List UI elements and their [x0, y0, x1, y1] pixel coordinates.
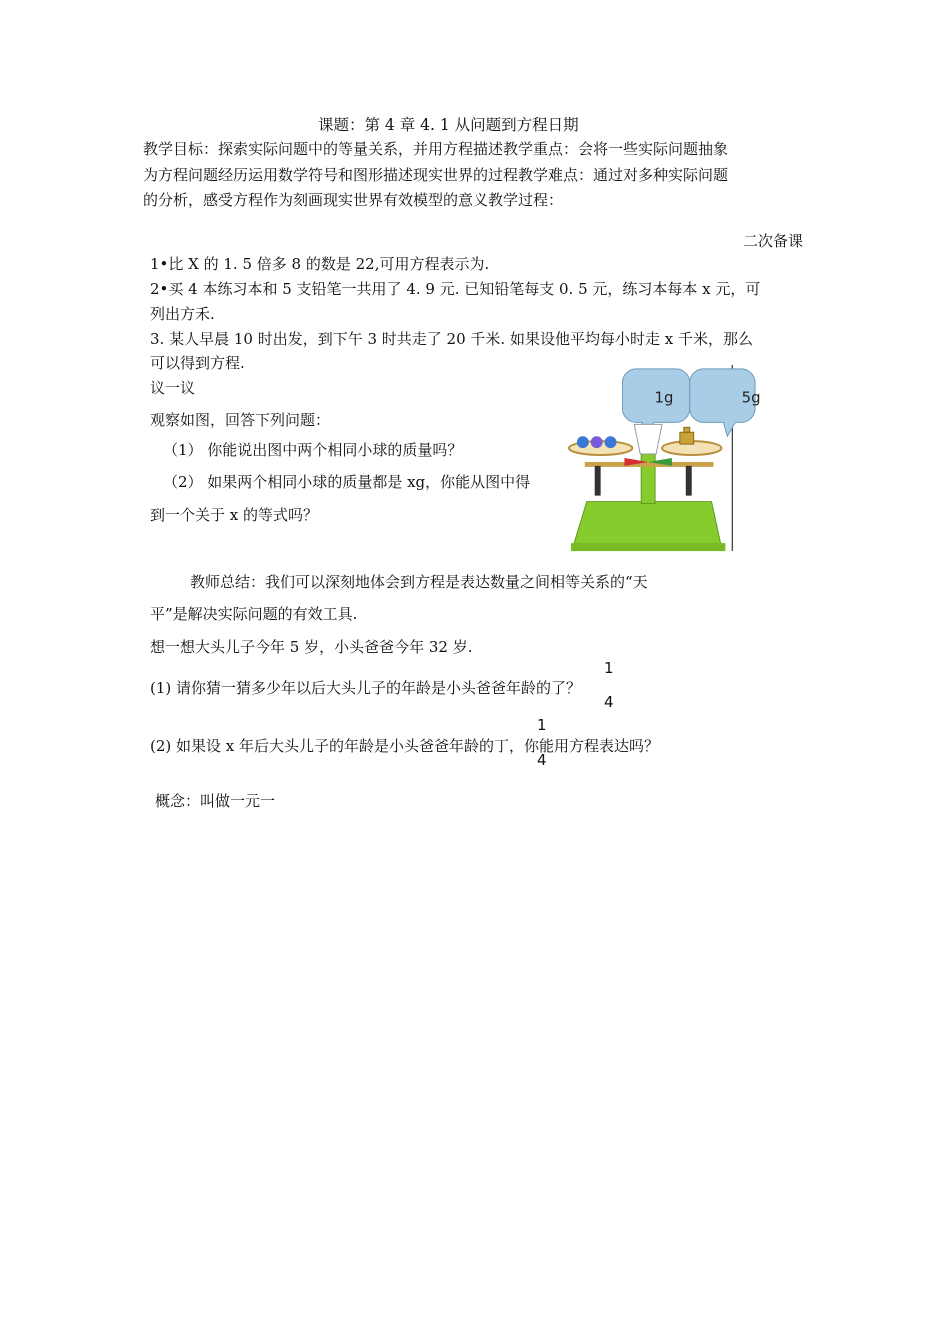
think-intro: 想一想大头儿子今年 5 岁，小头爸爸今年 32 岁. [150, 638, 473, 656]
discuss-q2-line2: 到一个关于 x 的等式吗？ [150, 506, 318, 524]
goals-line-1: 教学目标：探索实际问题中的等量关系，并用方程描述教学重点：会将一些实际问题抽象 [143, 140, 729, 158]
scale-base [573, 502, 722, 548]
goals-line-2: 为方程问题经历运用数学符号和图形描述现实世界的过程教学难点：通过对多种实际问题 [143, 166, 729, 184]
warmup-q3-line2: 可以得到方程. [150, 354, 245, 372]
scale-foot [571, 543, 725, 551]
goals-line-3: 的分析，感受方程作为刻画现实世界有效模型的意义教学过程： [143, 191, 564, 209]
warmup-q1: 1•比 X 的 1. 5 倍多 8 的数是 22,可用方程表示为. [150, 255, 490, 273]
ball-3 [605, 436, 617, 448]
think-question-1: (1) 请你猜一猜多少年以后大头儿子的年龄是小头爸爸年龄的了？ [150, 679, 582, 697]
discuss-heading: 议一议 [150, 379, 196, 397]
discuss-q2-line1: （2） 如果两个相同小球的质量都是 xg，你能从图中得 [163, 473, 531, 491]
fraction-2-denominator: 4 [537, 751, 547, 769]
ball-2 [591, 436, 603, 448]
summary-line-1: 教师总结：我们可以深刻地体会到方程是表达数量之间相等关系的“天 [190, 573, 648, 591]
right-support [686, 466, 692, 496]
ball-1 [577, 436, 589, 448]
discuss-q1: （1） 你能说出图中两个相同小球的质量吗？ [163, 441, 463, 459]
fraction-2-numerator: 1 [537, 716, 547, 734]
concept-line: 概念：叫做一元一 [155, 792, 276, 810]
scale-dial [634, 424, 662, 454]
side-note: 二次备课 [743, 232, 804, 250]
bubble-left-label: 1g [654, 388, 674, 407]
fraction-1-numerator: 1 [604, 659, 614, 677]
summary-line-2: 平”是解决实际问题的有效工具. [150, 605, 358, 623]
speech-bubble-right [690, 369, 761, 436]
think-question-2: (2) 如果设 x 年后大头儿子的年龄是小头爸爸年龄的丁，你能用方程表达吗？ [150, 737, 660, 755]
lesson-title: 课题：第 4 章 4. 1 从问题到方程日期 [318, 116, 579, 134]
fraction-1-denominator: 4 [604, 693, 614, 711]
warmup-q3-line1: 3. 某人早晨 10 时出发，到下午 3 时共走了 20 千米. 如果设他平均每小时走 x 千米，那么 [150, 330, 753, 348]
bubble-right-label: 5g [741, 388, 761, 407]
balance-scale-figure [565, 362, 763, 554]
left-support [595, 466, 601, 496]
warmup-q2-line1: 2•买 4 本练习本和 5 支铅笔一共用了 4. 9 元. 已知铅笔每支 0. 5 元，练习本每本 x 元，可 [150, 280, 761, 298]
discuss-prompt: 观察如图，回答下列问题： [150, 411, 331, 429]
scale-beam [585, 462, 714, 467]
weight-knob [684, 427, 690, 432]
weight [680, 432, 694, 444]
warmup-q2-line2: 列出方禾. [150, 305, 215, 323]
